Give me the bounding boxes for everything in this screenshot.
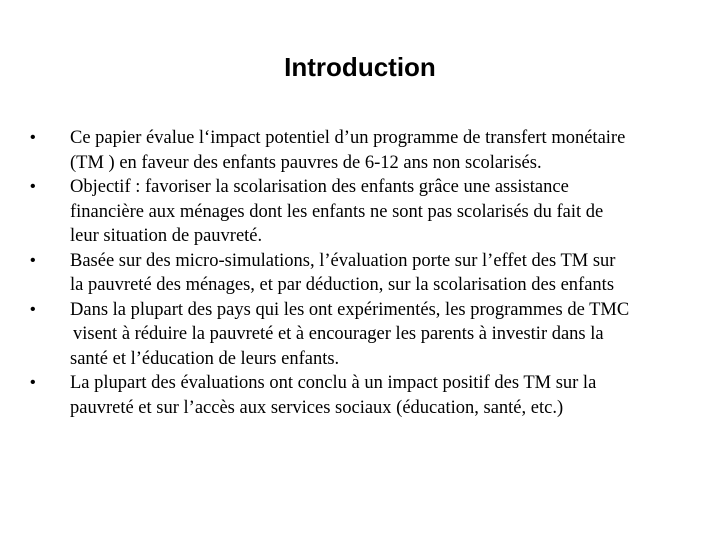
bullet-line: la pauvreté des ménages, et par déduction, sur la scolarisation des enfants: [70, 275, 615, 295]
bullet-item: [30, 126, 700, 175]
bullet-icon: •: [30, 251, 36, 269]
bullet-list: [30, 126, 700, 420]
bullet-icon: •: [30, 178, 36, 195]
bullet-icon: •: [30, 300, 36, 318]
bullet-line: Objectif : favoriser la scolarisation des enfants grâce une assistance: [70, 177, 569, 197]
bullet-line: (TM ) en faveur des enfants pauvres de 6-12 ans non scolarisés.: [70, 152, 542, 173]
bullet-line: Dans la plupart des pays qui les ont expérimentés, les programmes de TMC: [70, 299, 630, 320]
bullet-line: financière aux ménages dont les enfants ne sont pas scolarisés du fait de: [70, 201, 604, 222]
bullet-item: [30, 249, 700, 298]
bullet-icon: •: [30, 374, 36, 391]
bullet-icon: •: [30, 129, 36, 146]
slide-title: Introduction: [284, 52, 436, 82]
bullet-line: visent à réduire la pauvreté et à encourager les parents à investir dans la: [73, 324, 604, 344]
bullet-item: [30, 298, 700, 372]
bullet-item: [30, 175, 700, 249]
bullet-line: La plupart des évaluations ont conclu à un impact positif des TM sur la: [70, 373, 597, 393]
bullet-line: santé et l’éducation de leurs enfants.: [70, 348, 340, 369]
bullet-item: [30, 371, 700, 420]
bullet-line: Basée sur des micro-simulations, l’évaluation porte sur l’effet des TM sur: [70, 250, 616, 271]
bullet-line: leur situation de pauvreté.: [70, 226, 263, 246]
bullet-line: pauvreté et sur l’accès aux services sociaux (éducation, santé, etc.): [70, 397, 564, 418]
bullet-line: Ce papier évalue l‘impact potentiel d’un programme de transfert monétaire: [70, 128, 626, 148]
